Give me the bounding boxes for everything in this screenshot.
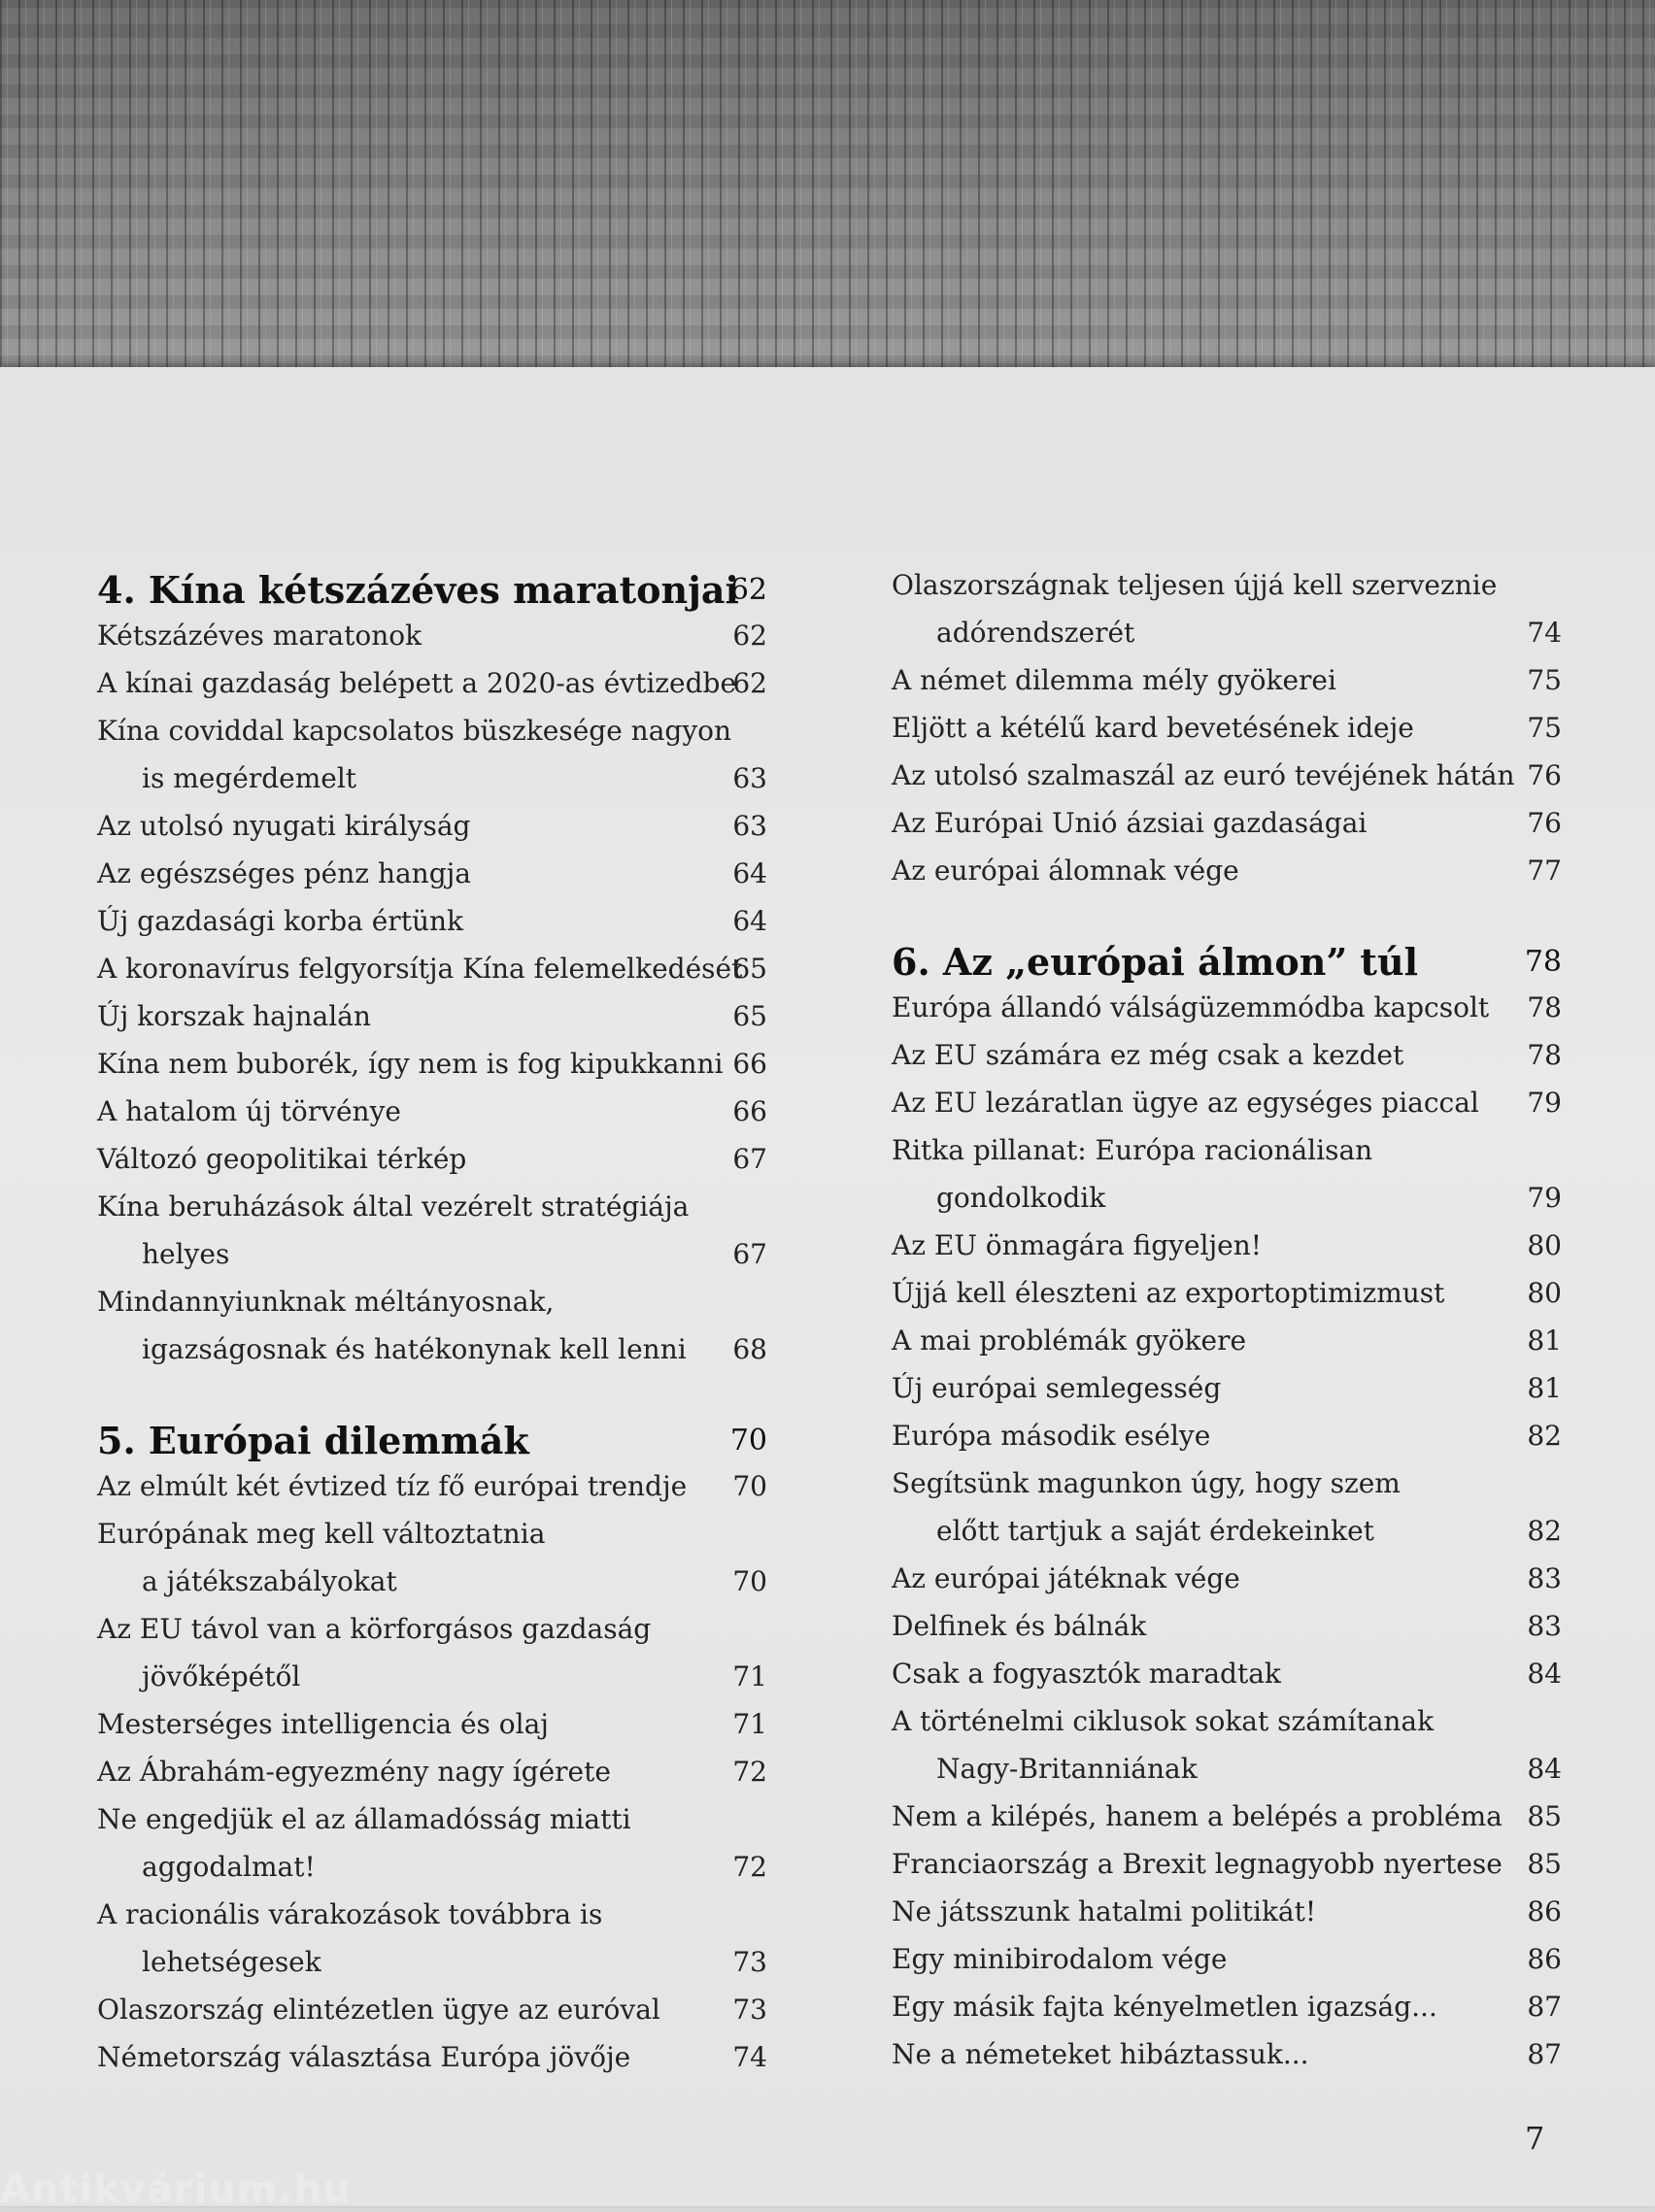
entry-title-line: A német dilemma mély gyökerei (892, 664, 1336, 696)
toc-entry (97, 1605, 767, 1700)
entry-title-line: Az EU távol van a körforgásos gazdaság (97, 1613, 652, 1645)
entry-title-line: Újjá kell éleszteni az exportoptimizmust (892, 1277, 1445, 1309)
page-number: 7 (1525, 2120, 1545, 2157)
entry-page-number: 62 (732, 667, 767, 699)
entry-page-number: 70 (732, 1565, 767, 1597)
toc-entry (892, 1364, 1562, 1412)
entry-title-line: Olaszországnak teljesen újjá kell szerveznie (892, 569, 1498, 601)
entry-title-line: Az utolsó szalmaszál az euró tevéjének hátán (892, 759, 1515, 791)
toc-entry (97, 1891, 767, 1986)
toc-entry (97, 1700, 767, 1748)
entry-title-line: A kínai gazdaság belépett a 2020-as évtizedbe (97, 667, 737, 699)
toc-entry (97, 1510, 767, 1605)
entry-title-line: Európának meg kell változtatnia (97, 1518, 546, 1550)
entry-page-number: 76 (1527, 759, 1562, 791)
entry-title-line: Kétszázéves maratonok (97, 620, 422, 652)
entry-page-number: 68 (732, 1333, 767, 1365)
entry-title-line: Kína nem buborék, így nem is fog kipukkanni (97, 1048, 724, 1080)
entry-title-line: Nem a kilépés, hanem a belépés a probléma (892, 1800, 1503, 1832)
entry-page-number: 81 (1527, 1324, 1562, 1357)
entry-page-number: 74 (1527, 617, 1562, 649)
entry-title-line: gondolkodik (936, 1182, 1106, 1214)
entry-title-line: adórendszerét (936, 617, 1135, 649)
entry-title-line: Új korszak hajnalán (97, 1000, 371, 1032)
entry-title-line: lehetségesek (142, 1946, 321, 1978)
toc-entry (892, 1317, 1562, 1364)
toc-entry (892, 1650, 1562, 1697)
entry-title-line: Mindannyiunknak méltányosnak, (97, 1286, 555, 1318)
entry-page-number: 73 (732, 1946, 767, 1978)
entry-page-number: 76 (1527, 807, 1562, 839)
toc-entry (97, 1183, 767, 1278)
toc-entry (892, 1126, 1562, 1222)
toc-entry (892, 1412, 1562, 1459)
toc-entry (97, 1040, 767, 1088)
entry-page-number: 84 (1527, 1753, 1562, 1785)
entry-title-line: Az EU lezáratlan ügye az egységes piaccal (892, 1087, 1479, 1119)
entry-page-number: 74 (732, 2041, 767, 2073)
toc-entry (97, 1795, 767, 1891)
entry-page-number: 75 (1527, 712, 1562, 744)
toc-entry (97, 897, 767, 945)
entry-page-number: 79 (1527, 1182, 1562, 1214)
toc-entry (892, 1983, 1562, 2030)
toc-entry (97, 1278, 767, 1373)
entry-page-number: 85 (1527, 1848, 1562, 1880)
entry-title-line: Ne engedjük el az államadósság miatti (97, 1803, 631, 1835)
entry-title-line: A racionális várakozások továbbra is (97, 1898, 603, 1930)
toc-entry (892, 1602, 1562, 1650)
entry-page-number: 82 (1527, 1515, 1562, 1547)
entry-title-line: Az Európai Unió ázsiai gazdaságai (892, 807, 1368, 839)
toc-entry (892, 752, 1562, 799)
chapter-title: 5. Európai dilemmák (97, 1419, 529, 1462)
toc-entry (892, 704, 1562, 752)
chapter-title: 6. Az „európai álmon” túl (892, 940, 1419, 984)
entry-title-line: helyes (142, 1238, 230, 1270)
entry-title-line: Az utolsó nyugati királyság (97, 810, 471, 842)
entry-page-number: 83 (1527, 1562, 1562, 1594)
entry-title-line: Kína beruházások által vezérelt stratégiája (97, 1190, 690, 1223)
toc-entry (892, 1555, 1562, 1602)
toc-entry (892, 1079, 1562, 1126)
entry-page-number: 75 (1527, 664, 1562, 696)
chapter-page-number: 70 (729, 1424, 767, 1458)
toc-entry (97, 612, 767, 659)
entry-page-number: 64 (732, 905, 767, 937)
entry-title-line: Segítsünk magunkon úgy, hogy szem (892, 1467, 1401, 1499)
entry-page-number: 67 (732, 1143, 767, 1175)
entry-page-number: 65 (732, 1000, 767, 1032)
entry-title-line: Új európai semlegesség (892, 1372, 1222, 1404)
entry-title-line: Ne játsszunk hatalmi politikát! (892, 1895, 1317, 1927)
desk-background (0, 0, 1655, 369)
entry-page-number: 63 (732, 810, 767, 842)
toc-entry (97, 992, 767, 1040)
entry-page-number: 81 (1527, 1372, 1562, 1404)
toc-entry (97, 1748, 767, 1795)
entry-page-number: 79 (1527, 1087, 1562, 1119)
entry-title-line: A hatalom új törvénye (97, 1095, 401, 1127)
entry-page-number: 78 (1527, 991, 1562, 1023)
toc-entry (97, 802, 767, 850)
toc-entry (892, 1840, 1562, 1888)
toc-entry (892, 1793, 1562, 1840)
entry-title-line: Az európai játéknak vége (892, 1562, 1240, 1594)
entry-title-line: Változó geopolitikai térkép (97, 1143, 467, 1175)
entry-title-line: Az Ábrahám-egyezmény nagy ígérete (97, 1756, 611, 1788)
entry-page-number: 82 (1527, 1420, 1562, 1452)
entry-title-line: Az EU számára ez még csak a kezdet (892, 1039, 1404, 1071)
toc-entry (892, 847, 1562, 894)
entry-title-line: is megérdemelt (142, 762, 357, 794)
entry-title-line: Az EU önmagára figyeljen! (892, 1229, 1263, 1261)
entry-page-number: 66 (732, 1095, 767, 1127)
entry-title-line: Az elmúlt két évtized tíz fő európai trendje (97, 1470, 688, 1502)
entry-page-number: 67 (732, 1238, 767, 1270)
toc-entry (892, 1031, 1562, 1079)
entry-title-line: Európa második esélye (892, 1420, 1211, 1452)
entry-page-number: 70 (732, 1470, 767, 1502)
entry-title-line: Nagy-Britanniának (936, 1753, 1198, 1785)
entry-page-number: 87 (1527, 2038, 1562, 2070)
toc-entry (892, 1888, 1562, 1935)
entry-page-number: 80 (1527, 1277, 1562, 1309)
toc-entry (892, 561, 1562, 656)
toc-entry (97, 1986, 767, 2033)
toc-entry (892, 2030, 1562, 2078)
entry-title-line: Ne a németeket hibáztassuk... (892, 2038, 1309, 2070)
entry-title-line: Olaszország elintézetlen ügye az euróval (97, 1994, 660, 2026)
toc-entry (892, 656, 1562, 704)
entry-page-number: 77 (1527, 855, 1562, 887)
entry-page-number: 87 (1527, 1991, 1562, 2023)
toc-entry (97, 850, 767, 897)
toc-entry (97, 1462, 767, 1510)
watermark-text: Antikvárium.hu (0, 2167, 352, 2212)
entry-title-line: Az európai álomnak vége (892, 855, 1239, 887)
entry-title-line: Eljött a kétélű kard bevetésének ideje (892, 712, 1414, 744)
entry-title-line: A történelmi ciklusok sokat számítanak (892, 1705, 1435, 1737)
entry-title-line: Kína coviddal kapcsolatos büszkesége nagyon (97, 715, 732, 747)
entry-page-number: 71 (732, 1660, 767, 1693)
toc-entry (892, 1459, 1562, 1555)
entry-title-line: Delfinek és bálnák (892, 1610, 1147, 1642)
entry-title-line: Új gazdasági korba értünk (97, 905, 463, 937)
chapter-page-number: 78 (1524, 945, 1562, 979)
entry-title-line: Ritka pillanat: Európa racionálisan (892, 1134, 1373, 1166)
entry-page-number: 86 (1527, 1895, 1562, 1927)
chapter-page-number: 62 (729, 573, 767, 607)
entry-page-number: 64 (732, 857, 767, 889)
toc-entry (892, 799, 1562, 847)
entry-page-number: 72 (732, 1756, 767, 1788)
entry-page-number: 71 (732, 1708, 767, 1740)
toc-entry (97, 1088, 767, 1135)
book-page (0, 367, 1655, 2206)
entry-title-line: jövőképétől (142, 1660, 301, 1693)
entry-title-line: igazságosnak és hatékonynak kell lenni (142, 1333, 687, 1365)
entry-page-number: 63 (732, 762, 767, 794)
entry-page-number: 73 (732, 1994, 767, 2026)
entry-title-line: Mesterséges intelligencia és olaj (97, 1708, 549, 1740)
entry-title-line: a játékszabályokat (142, 1565, 397, 1597)
entry-page-number: 85 (1527, 1800, 1562, 1832)
entry-page-number: 86 (1527, 1943, 1562, 1975)
entry-page-number: 72 (732, 1851, 767, 1883)
entry-page-number: 84 (1527, 1658, 1562, 1690)
toc-entry (97, 707, 767, 802)
chapter-heading (892, 933, 1562, 991)
toc-entry (892, 1697, 1562, 1793)
toc-entry (892, 1935, 1562, 1983)
toc-entry (97, 945, 767, 992)
toc-entry (97, 2033, 767, 2081)
entry-title-line: Egy másik fajta kényelmetlen igazság... (892, 1991, 1437, 2023)
entry-page-number: 78 (1527, 1039, 1562, 1071)
entry-title-line: Egy minibirodalom vége (892, 1943, 1228, 1975)
entry-page-number: 83 (1527, 1610, 1562, 1642)
entry-title-line: előtt tartjuk a saját érdekeinket (936, 1515, 1374, 1547)
entry-title-line: A mai problémák gyökere (892, 1324, 1247, 1357)
entry-page-number: 65 (732, 953, 767, 985)
entry-title-line: Franciaország a Brexit legnagyobb nyertese (892, 1848, 1503, 1880)
entry-title-line: Csak a fogyasztók maradtak (892, 1658, 1281, 1690)
entry-title-line: Az egészséges pénz hangja (97, 857, 471, 889)
chapter-title: 4. Kína kétszázéves maratonjai (97, 568, 739, 612)
entry-title-line: Németország választása Európa jövője (97, 2041, 631, 2073)
entry-page-number: 62 (732, 620, 767, 652)
toc-entry (97, 1135, 767, 1183)
entry-page-number: 66 (732, 1048, 767, 1080)
entry-title-line: Európa állandó válságüzemmódba kapcsolt (892, 991, 1490, 1023)
chapter-heading (97, 561, 767, 620)
entry-title-line: aggodalmat! (142, 1851, 316, 1883)
toc-entry (892, 984, 1562, 1031)
toc-entry (97, 659, 767, 707)
entry-page-number: 80 (1527, 1229, 1562, 1261)
entry-title-line: A koronavírus felgyorsítja Kína felemelkedését (97, 953, 743, 985)
toc-entry (892, 1269, 1562, 1317)
toc-entry (892, 1222, 1562, 1269)
chapter-heading (97, 1412, 767, 1470)
